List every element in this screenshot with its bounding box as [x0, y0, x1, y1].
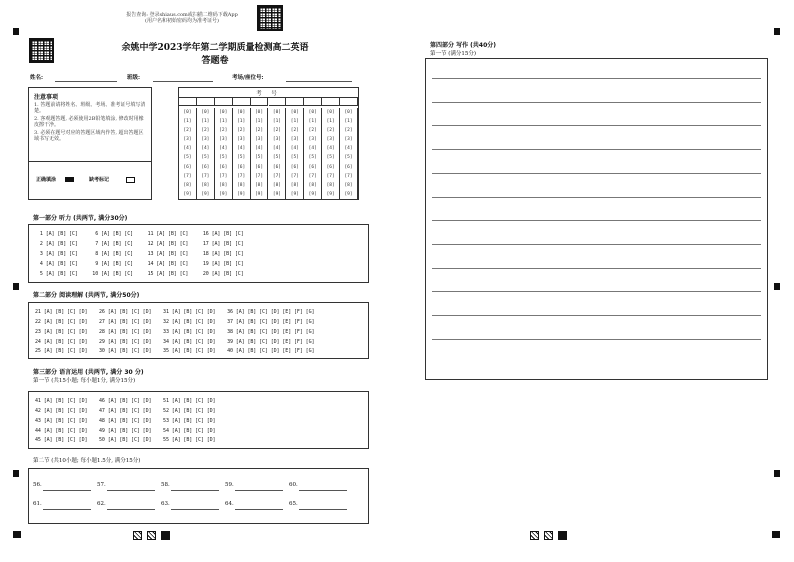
digit-bubble[interactable]: [4]	[272, 146, 282, 152]
corner-mark	[772, 531, 780, 538]
digit-bubble[interactable]: [5]	[344, 155, 353, 161]
blank-number: 59.	[225, 482, 234, 488]
timing-mark	[13, 283, 19, 290]
corner-mark	[13, 531, 21, 538]
missing-mark-label: 缺考标记	[89, 177, 110, 183]
digit-bubble[interactable]: [8]	[219, 182, 228, 188]
exam-title: 余姚中学2023学年第二学期质量检测高二英语	[121, 43, 309, 53]
page-code-mark	[161, 531, 170, 540]
answer-row[interactable]: 4 [A] [B] [C] 9 [A] [B] [C] 14 [A] [B] [C] 19 [A] [B] [C]	[37, 261, 244, 267]
digit-bubble[interactable]: [5]	[201, 155, 210, 161]
digit-bubble[interactable]: [9]	[344, 191, 353, 197]
digit-bubble[interactable]: [1]	[290, 119, 299, 125]
blank-line[interactable]	[299, 490, 347, 491]
digit-bubble[interactable]: [4]	[290, 146, 299, 152]
timing-mark	[13, 470, 19, 477]
digit-bubble[interactable]: [6]	[326, 164, 335, 170]
answer-row[interactable]: 24 [A] [B] [C] [D] 29 [A] [B] [C] [D] 34 [A] [B] [C] [D] 39 [A] [B] [C] [D] [E] [F] [G]	[35, 339, 315, 345]
timing-mark	[774, 283, 780, 290]
digit-bubble[interactable]: [5]	[326, 155, 335, 161]
answer-row[interactable]: 23 [A] [B] [C] [D] 28 [A] [B] [C] [D] 33 [A] [B] [C] [D] 38 [A] [B] [C] [D] [E] [F] [G]	[35, 329, 315, 335]
digit-bubble[interactable]: [0]	[272, 110, 282, 115]
fill-blank[interactable]	[161, 482, 221, 488]
blank-line[interactable]	[107, 490, 155, 491]
part4-title: 第四部分 写作 (共40分)	[430, 42, 497, 49]
exam-number-entry-cell[interactable]	[304, 97, 322, 106]
digit-bubble[interactable]: [0]	[219, 110, 228, 115]
exam-number-entry-cell[interactable]	[233, 97, 251, 106]
digit-bubble[interactable]: [9]	[290, 191, 299, 197]
digit-bubble[interactable]: [8]	[183, 182, 192, 188]
digit-bubble[interactable]: [8]	[237, 182, 246, 188]
digit-bubble[interactable]: [4]	[344, 146, 353, 152]
blank-line[interactable]	[299, 509, 347, 510]
digit-bubble[interactable]: [5]	[290, 155, 299, 161]
digit-bubble[interactable]: [4]	[254, 146, 264, 152]
digit-bubble[interactable]: [8]	[290, 182, 299, 188]
writing-line[interactable]	[432, 197, 761, 198]
answer-row[interactable]: 1 [A] [B] [C] 6 [A] [B] [C] 11 [A] [B] [C] 16 [A] [B] [C]	[37, 231, 244, 237]
digit-bubble[interactable]: [0]	[326, 110, 335, 115]
report-notice: 报告查询: 登录shiaus.com或扫描二维码下载App (用户名和初始密码均为准考证号)	[126, 12, 238, 24]
exam-number-entry-cell[interactable]	[197, 97, 215, 106]
writing-line[interactable]	[432, 149, 761, 150]
answer-row[interactable]: 43 [A] [B] [C] [D] 48 [A] [B] [C] [D] 53 [A] [B] [C] [D]	[35, 418, 216, 424]
digit-bubble[interactable]: [5]	[219, 155, 228, 161]
digit-bubble[interactable]: [3]	[344, 137, 353, 143]
page-code-mark	[544, 531, 553, 540]
part1-title: 第一部分 听力 (共两节, 满分30分)	[33, 215, 128, 222]
part4-section1-title: 第一节 (满分15分)	[430, 51, 477, 57]
blank-number: 65.	[289, 501, 298, 507]
digit-bubble[interactable]: [6]	[183, 164, 192, 170]
missing-mark-box[interactable]	[126, 177, 135, 183]
answer-row[interactable]: 5 [A] [B] [C] 10 [A] [B] [C] 15 [A] [B] [C] 20 [A] [B] [C]	[37, 271, 244, 277]
notes-title: 注意事项	[34, 94, 59, 101]
digit-bubble[interactable]: [9]	[326, 191, 335, 197]
exam-number-grid	[178, 87, 359, 200]
fill-blank[interactable]	[225, 482, 285, 488]
digit-bubble[interactable]: [9]	[272, 191, 282, 197]
digit-bubble[interactable]: [3]	[201, 137, 210, 143]
answer-row[interactable]: 3 [A] [B] [C] 8 [A] [B] [C] 13 [A] [B] [C] 18 [A] [B] [C]	[37, 251, 244, 257]
correct-fill-label: 正确填涂	[36, 177, 57, 183]
exam-number-digit-column[interactable]	[269, 108, 287, 199]
digit-bubble[interactable]: [1]	[183, 119, 192, 125]
digit-bubble[interactable]: [6]	[344, 164, 353, 170]
part3-section1-title: 第一节 (共15小题; 每小题1分, 满分15分)	[33, 378, 136, 384]
seat-label: 考场/座位号:	[232, 75, 264, 81]
name-field[interactable]	[55, 81, 117, 82]
fill-blank[interactable]	[161, 501, 221, 507]
blank-number: 62.	[97, 501, 106, 507]
digit-bubble[interactable]: [6]	[219, 164, 228, 170]
blank-number: 61.	[33, 501, 42, 507]
digit-bubble[interactable]: [6]	[237, 164, 246, 170]
page-code-mark	[558, 531, 567, 540]
writing-line[interactable]	[432, 315, 761, 316]
writing-line[interactable]	[432, 291, 761, 292]
digit-bubble[interactable]: [0]	[237, 110, 246, 115]
digit-bubble[interactable]: [8]	[272, 182, 282, 188]
digit-bubble[interactable]: [2]	[290, 128, 299, 134]
digit-bubble[interactable]: [1]	[219, 119, 228, 125]
digit-bubble[interactable]: [2]	[254, 128, 264, 134]
digit-bubble[interactable]: [3]	[237, 137, 246, 143]
timing-mark	[774, 28, 780, 35]
digit-bubble[interactable]: [0]	[308, 110, 317, 115]
digit-bubble[interactable]: [2]	[344, 128, 353, 134]
part1-answer-box	[28, 224, 369, 283]
answer-row[interactable]: 21 [A] [B] [C] [D] 26 [A] [B] [C] [D] 31 [A] [B] [C] [D] 36 [A] [B] [C] [D] [E] [F] [G]	[35, 309, 315, 315]
writing-line[interactable]	[432, 173, 761, 174]
digit-bubble[interactable]: [6]	[254, 164, 264, 170]
digit-bubble[interactable]: [6]	[201, 164, 210, 170]
blank-line[interactable]	[43, 490, 91, 491]
digit-bubble[interactable]: [0]	[201, 110, 210, 115]
blank-line[interactable]	[235, 509, 283, 510]
digit-bubble[interactable]: [0]	[254, 110, 264, 115]
exam-number-digit-column[interactable]	[304, 108, 322, 199]
digit-bubble[interactable]: [2]	[237, 128, 246, 134]
digit-bubble[interactable]: [6]	[308, 164, 317, 170]
digit-bubble[interactable]: [8]	[308, 182, 317, 188]
digit-bubble[interactable]: [7]	[237, 173, 246, 179]
answer-row[interactable]: 22 [A] [B] [C] [D] 27 [A] [B] [C] [D] 32 [A] [B] [C] [D] 37 [A] [B] [C] [D] [E] [F] [G]	[35, 319, 315, 325]
digit-bubble[interactable]: [7]	[272, 173, 282, 179]
exam-number-entry-cell[interactable]	[269, 97, 287, 106]
page-code-mark	[530, 531, 539, 540]
exam-number-entry-cell[interactable]	[215, 97, 233, 106]
notes-box	[28, 87, 152, 200]
writing-line[interactable]	[432, 78, 761, 79]
exam-number-entry-cell[interactable]	[340, 97, 358, 106]
timing-mark	[774, 470, 780, 477]
digit-bubble[interactable]: [2]	[219, 128, 228, 134]
exam-number-entry-cell[interactable]	[322, 97, 340, 106]
digit-bubble[interactable]: [7]	[290, 173, 299, 179]
digit-bubble[interactable]: [4]	[308, 146, 317, 152]
fill-blank[interactable]	[33, 501, 93, 507]
digit-bubble[interactable]: [8]	[326, 182, 335, 188]
digit-bubble[interactable]: [7]	[308, 173, 317, 179]
writing-line[interactable]	[432, 102, 761, 103]
digit-bubble[interactable]: [1]	[201, 119, 210, 125]
answer-row[interactable]: 2 [A] [B] [C] 7 [A] [B] [C] 12 [A] [B] [C] 17 [A] [B] [C]	[37, 241, 244, 247]
part3-title: 第三部分 语言运用 (共两节, 满分 30 分)	[33, 369, 144, 376]
fill-blank[interactable]	[97, 482, 157, 488]
fill-blank[interactable]	[225, 501, 285, 507]
blank-number: 60.	[289, 482, 298, 488]
exam-number-entry-cell[interactable]	[179, 97, 197, 106]
blank-number: 57.	[97, 482, 106, 488]
answer-row[interactable]: 25 [A] [B] [C] [D] 30 [A] [B] [C] [D] 35 [A] [B] [C] [D] 40 [A] [B] [C] [D] [E] [F] [G]	[35, 348, 315, 354]
writing-box[interactable]	[425, 58, 768, 380]
digit-bubble[interactable]: [2]	[308, 128, 317, 134]
digit-bubble[interactable]: [4]	[237, 146, 246, 152]
blank-line[interactable]	[235, 490, 283, 491]
digit-bubble[interactable]: [9]	[254, 191, 264, 197]
digit-bubble[interactable]: [9]	[201, 191, 210, 197]
exam-number-digit-column[interactable]	[197, 108, 215, 199]
digit-bubble[interactable]: [7]	[183, 173, 192, 179]
digit-bubble[interactable]: [3]	[290, 137, 299, 143]
digit-bubble[interactable]: [2]	[272, 128, 282, 134]
part2-title: 第二部分 阅读理解 (共两节, 满分50分)	[33, 292, 140, 299]
exam-number-entry-cell[interactable]	[251, 97, 269, 106]
app-qr-code	[257, 5, 283, 31]
sheet-subtitle: 答题卷	[201, 56, 229, 66]
writing-line[interactable]	[432, 268, 761, 269]
digit-bubble[interactable]: [3]	[219, 137, 228, 143]
digit-bubble[interactable]: [5]	[183, 155, 192, 161]
exam-number-entry-cell[interactable]	[286, 97, 304, 106]
digit-bubble[interactable]: [9]	[219, 191, 228, 197]
fill-blank[interactable]	[97, 501, 157, 507]
digit-bubble[interactable]: [2]	[326, 128, 335, 134]
seat-field[interactable]	[286, 81, 352, 82]
digit-bubble[interactable]: [1]	[254, 119, 264, 125]
fill-blank[interactable]	[289, 482, 349, 488]
blank-line[interactable]	[171, 490, 219, 491]
page-code-mark	[133, 531, 142, 540]
blank-number: 63.	[161, 501, 170, 507]
digit-bubble[interactable]: [8]	[201, 182, 210, 188]
digit-bubble[interactable]: [7]	[254, 173, 264, 179]
digit-bubble[interactable]: [7]	[201, 173, 210, 179]
digit-bubble[interactable]: [9]	[308, 191, 317, 197]
notes-list: 1. 答题前请将姓名、班级、考场、准考证号填写清楚。 2. 客观题答题, 必须使用2B铅笔填涂, 修改时用橡皮擦干净。 3. 必须在题号对应的答题区域内作答, 超出答题区域书写无效。	[34, 102, 146, 142]
digit-bubble[interactable]: [4]	[201, 146, 210, 152]
blank-line[interactable]	[43, 509, 91, 510]
digit-bubble[interactable]: [3]	[272, 137, 282, 143]
digit-bubble[interactable]: [7]	[219, 173, 228, 179]
fill-blank[interactable]	[289, 501, 349, 507]
digit-bubble[interactable]: [3]	[326, 137, 335, 143]
blank-line[interactable]	[171, 509, 219, 510]
digit-bubble[interactable]: [1]	[308, 119, 317, 125]
exam-number-digit-column[interactable]	[233, 108, 251, 199]
exam-number-digit-column[interactable]	[340, 108, 358, 199]
digit-bubble[interactable]: [7]	[344, 173, 353, 179]
exam-number-digit-column[interactable]	[251, 108, 269, 199]
digit-bubble[interactable]: [1]	[326, 119, 335, 125]
writing-line[interactable]	[432, 125, 761, 126]
digit-bubble[interactable]: [8]	[344, 182, 353, 188]
digit-bubble[interactable]: [9]	[237, 191, 246, 197]
digit-bubble[interactable]: [0]	[183, 110, 192, 115]
digit-bubble[interactable]: [6]	[290, 164, 299, 170]
digit-bubble[interactable]: [3]	[183, 137, 192, 143]
exam-number-label: 考 号	[256, 91, 281, 97]
part3-fill-box	[28, 468, 369, 524]
digit-bubble[interactable]: [4]	[326, 146, 335, 152]
blank-number: 58.	[161, 482, 170, 488]
fill-blank[interactable]	[33, 482, 93, 488]
digit-bubble[interactable]: [4]	[219, 146, 228, 152]
blank-line[interactable]	[107, 509, 155, 510]
digit-bubble[interactable]: [1]	[237, 119, 246, 125]
digit-bubble[interactable]: [2]	[183, 128, 192, 134]
name-label: 姓名:	[30, 75, 44, 81]
class-field[interactable]	[153, 81, 213, 82]
page-code-mark	[147, 531, 156, 540]
answer-row[interactable]: 45 [A] [B] [C] [D] 50 [A] [B] [C] [D] 55 [A] [B] [C] [D]	[35, 437, 216, 443]
class-label: 班级:	[127, 75, 141, 81]
digit-bubble[interactable]: [0]	[290, 110, 299, 115]
digit-bubble[interactable]: [7]	[326, 173, 335, 179]
answer-row[interactable]: 42 [A] [B] [C] [D] 47 [A] [B] [C] [D] 52 [A] [B] [C] [D]	[35, 408, 216, 414]
digit-bubble[interactable]: [2]	[201, 128, 210, 134]
digit-bubble[interactable]: [1]	[272, 119, 282, 125]
writing-line[interactable]	[432, 339, 761, 340]
answer-row[interactable]: 44 [A] [B] [C] [D] 49 [A] [B] [C] [D] 54 [A] [B] [C] [D]	[35, 428, 216, 434]
part3-answer-box	[28, 391, 369, 449]
exam-number-digit-column[interactable]	[286, 108, 304, 199]
exam-number-digit-column[interactable]	[322, 108, 340, 199]
digit-bubble[interactable]: [9]	[183, 191, 192, 197]
digit-bubble[interactable]: [6]	[272, 164, 282, 170]
digit-bubble[interactable]: [3]	[254, 137, 264, 143]
writing-line[interactable]	[432, 244, 761, 245]
blank-number: 64.	[225, 501, 234, 507]
blank-number: 56.	[33, 482, 42, 488]
digit-bubble[interactable]: [8]	[254, 182, 264, 188]
digit-bubble[interactable]: [0]	[344, 110, 353, 115]
digit-bubble[interactable]: [3]	[308, 137, 317, 143]
student-qr-code	[29, 38, 54, 63]
digit-bubble[interactable]: [5]	[254, 155, 264, 161]
digit-bubble[interactable]: [5]	[308, 155, 317, 161]
writing-line[interactable]	[432, 220, 761, 221]
exam-number-digit-column[interactable]	[179, 108, 197, 199]
correct-fill-example	[65, 177, 74, 182]
digit-bubble[interactable]: [4]	[183, 146, 192, 152]
digit-bubble[interactable]: [5]	[272, 155, 282, 161]
exam-number-digit-column[interactable]	[215, 108, 233, 199]
digit-bubble[interactable]: [5]	[237, 155, 246, 161]
digit-bubble[interactable]: [1]	[344, 119, 353, 125]
part2-answer-box	[28, 302, 369, 359]
timing-mark	[13, 28, 19, 35]
part3-section2-title: 第二节 (共10小题; 每小题1.5分, 满分15分)	[33, 458, 141, 464]
answer-row[interactable]: 41 [A] [B] [C] [D] 46 [A] [B] [C] [D] 51 [A] [B] [C] [D]	[35, 398, 216, 404]
